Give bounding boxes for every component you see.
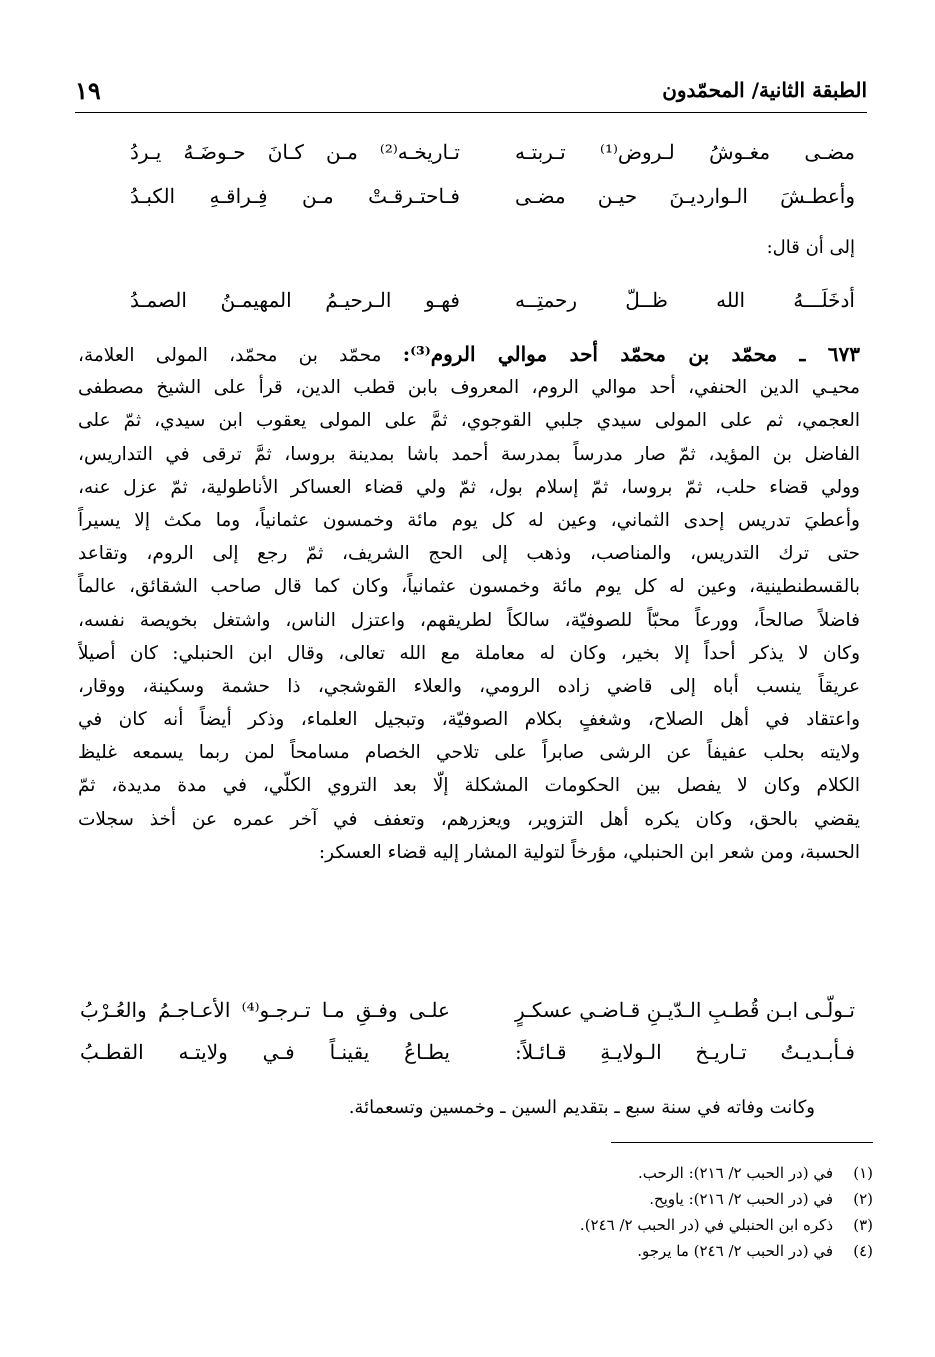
verse-line: [80, 178, 855, 214]
footnote-text: ذكره ابن الحنبلي في (در الحبب ٢/ ٢٤٦).: [579, 1216, 833, 1234]
page-header: [75, 78, 867, 112]
entry-line: الحسبة، ومن شعر ابن الحنبلي، مؤرخاً لتولية المشار إليه قضاء العسكر:: [318, 841, 860, 863]
footnote-rule: [611, 1142, 873, 1143]
footnotes: [373, 1160, 873, 1264]
verse-hemistich-second: تـاريخـه⁽²⁾ مـن كـانَ حـوضَـهُ يـردُ: [130, 140, 460, 164]
verse-hemistich-first: أدخَلَـــهُ الله ظــلّ رحمتِــه: [515, 288, 855, 312]
entry-line: [78, 338, 860, 371]
footnote-text: في (در الحبب ٢/ ٢١٦): ياويح.: [649, 1190, 833, 1208]
entry-line: عريقاً ينسب أباه إلى قاضي زاده الرومي، والعلاء القوشجي، ذا حشمة وسكينة، ووقار،: [78, 675, 860, 697]
entry-line: فاضلاً صالحاً، وورعاً محبّاً للصوفيّة، سالكاً لطريقهم، واعتزل الناس، واشتغل بخويصة نفسه،: [78, 609, 860, 631]
entry-text: محمّد بن محمّد، المولى العلامة،: [78, 345, 403, 366]
entry-line: واعتقاد في أهل الصلاح، وشغفٍ بكلام الصوفيّة، وتبجيل العلماء، وذكر أيضاً أنه كان في: [78, 709, 860, 731]
page-number: ١٩: [75, 76, 101, 105]
entry-line: العجمي، ثم على المولى سيدي جلبي القوجوي، ثمَّ على المولى يعقوب ابن سيدي، ثمّ على: [78, 410, 860, 432]
verse-hemistich-second: فـاحتـرقـتْ مـن فِـراقـهِ الكبـدُ: [130, 184, 460, 208]
entry-line: الفاضل بن المؤيد، ثمّ صار مدرساً بمدرسة أحمد باشا بمدينة بروسا، ثمَّ ترقى في التداريس،: [78, 443, 860, 465]
footnote-text: في (در الحبب ٢/ ٢١٦): الرحب.: [638, 1164, 833, 1182]
verse-line: [80, 134, 855, 170]
transition-text: إلى أن قال:: [766, 237, 855, 258]
footnote: [373, 1238, 873, 1264]
footnote-number: (٢): [853, 1190, 873, 1208]
entry-line: وكان لا يذكر أحداً إلا بخير، وكان له معاملة مع الله تعالى، وقال ابن الحنبلي: كان أصيلاً: [78, 642, 860, 664]
verse-hemistich-second: يطـاعُ يقينـاً فـي ولايتـه القطـبُ: [80, 1040, 450, 1064]
footnote-text: في (در الحبب ٢/ ٢٤٦) ما يرجو.: [637, 1242, 833, 1260]
footnote-number: (٣): [853, 1216, 873, 1234]
footnote-number: (١): [853, 1164, 873, 1182]
footnote: [373, 1186, 873, 1212]
footnote: [373, 1160, 873, 1186]
entry-line: وأعطيَ تدريس إحدى الثماني، وعين له كل يوم مائة وخمسون عثمانياً، وما مكث إلا يسيراً: [78, 509, 860, 531]
header-rule: [75, 112, 867, 113]
entry-line: الكلام وكان لا يفصل بين الحكومات المشكلة إلّا بعد التروي الكلّي، في مدة مديدة، ثمّ: [78, 775, 860, 797]
footnote-number: (٤): [853, 1242, 873, 1260]
entry-heading: ٦٧٣ ـ محمّد بن محمّد أحد موالي الروم⁽³⁾:: [402, 342, 860, 366]
entry-line: حتى ترك التدريس، والمناصب، وذهب إلى الحج الشريف، ثمّ رجع إلى الروم، وتقاعد: [78, 543, 860, 565]
footnote: [373, 1212, 873, 1238]
running-title: الطبقة الثانية/ المحمّدون: [662, 78, 867, 102]
verse-hemistich-first: وأعطـشَ الـوارديـنَ حيـن مضـى: [515, 184, 855, 208]
verse-hemistich-second: علـى وفـقِ مـا تـرجـو⁽⁴⁾ الأعـاجـمُ والعُـرْبُ: [80, 998, 450, 1022]
verse-line: [80, 282, 855, 318]
entry-line: يقضي بالحق، وكان يكره أهل التزوير، ويعزرهم، وتعفف في آخر عمره عن أخذ سجلات: [78, 808, 860, 830]
biography-entry: [78, 338, 860, 869]
verse-hemistich-first: تـولّـى ابـن قُطـبِ الـدّيـنِ قـاضـي عسكـرٍ: [515, 998, 855, 1022]
entry-line: محيـي الدين الحنفي، أحد موالي الروم، المعروف بابن قطب الدين، قرأ على الشيخ مصطفى: [78, 377, 860, 399]
verse-line: [80, 1034, 855, 1070]
verse-hemistich-second: فهـو الـرحيـمُ المهيمـنُ الصمـدُ: [130, 288, 460, 312]
entry-line: بالقسطنطينية، وعين له كل يوم مائة وخمسون عثمانياً، وكان كما قال صاحب الشقائق، عالماً: [78, 576, 860, 598]
verse-line: [80, 992, 855, 1028]
verse-hemistich-first: مضـى مغـوشُ لـروض⁽¹⁾ تـربتـه: [515, 140, 855, 164]
closing-line: وكانت وفاته في سنة سبع ـ بتقديم السين ـ وخمسين وتسعمائة.: [348, 1097, 815, 1118]
verse-hemistich-first: فـأبـديـتُ تـاريـخ الـولايـةِ قـائـلاً:: [515, 1040, 855, 1064]
entry-line: وولي قضاء حلب، ثمّ بروسا، ثمّ إسلام بول، ثمّ ولي قضاء العساكر الأناطولية، ثمّ عزل عنه،: [78, 476, 860, 498]
entry-line: ولايته بحلب عفيفاً عن الرشى صابراً على تلاحي الخصام مسامحاً لمن ربما يسمعه غليظ: [78, 742, 860, 764]
